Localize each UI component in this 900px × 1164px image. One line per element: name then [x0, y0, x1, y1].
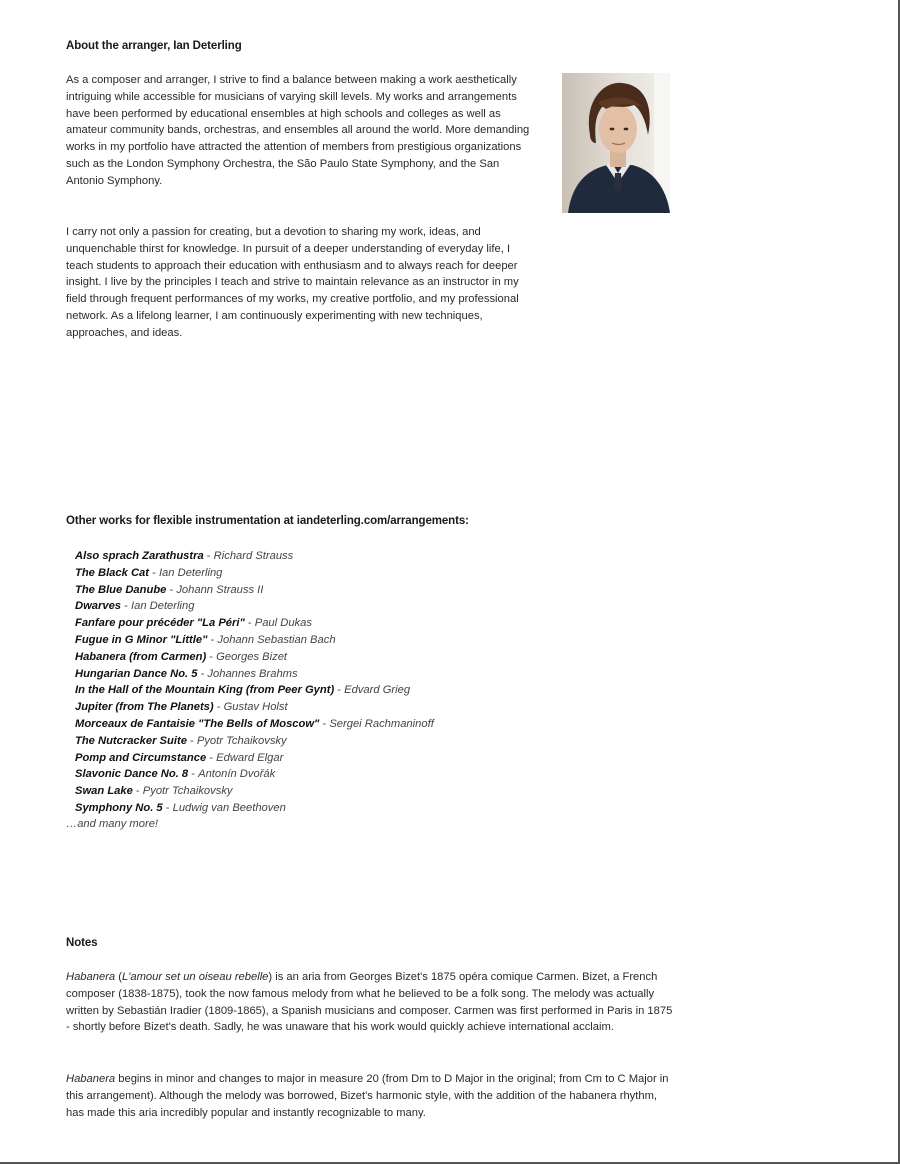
notes-p2-title: Habanera: [66, 1073, 116, 1085]
work-composer: Edward Elgar: [216, 751, 284, 764]
notes-paragraph-2: [66, 1071, 678, 1121]
work-title: Swan Lake: [75, 785, 133, 798]
work-title: The Nutcracker Suite: [75, 734, 187, 747]
work-title: Dwarves: [75, 600, 122, 613]
work-separator: -: [207, 633, 218, 646]
works-list-item: [75, 582, 434, 599]
notes-heading: Notes: [66, 937, 98, 949]
notes-p1-title: Habanera: [66, 971, 116, 983]
notes-p1-open: (: [115, 971, 122, 983]
arranger-photo: [562, 73, 670, 213]
work-composer: Sergei Rachmaninoff: [329, 717, 434, 730]
about-paragraph-1: As a composer and arranger, I strive to find a balance between making a work aesthetically intriguing while accessible for musicians of varying skill levels. My works and arrangements have been performed by educational ensembles at high schools and colleges as well as amateur community bands, orchestras, and ensembles all around the world. More demanding works in my portfolio have attracted the attention of members from prestigious organizations such as the London Symphony Orchestra, the São Paulo State Symphony, and the San Antonio Symphony.: [66, 74, 530, 187]
work-title: Habanera (from Carmen): [75, 650, 207, 663]
work-separator: -: [319, 717, 330, 730]
works-list-item: [75, 615, 434, 632]
works-list-item: [75, 565, 434, 582]
work-separator: -: [186, 734, 197, 747]
work-separator: -: [213, 701, 224, 714]
work-separator: -: [206, 751, 217, 764]
work-composer: Paul Dukas: [254, 617, 312, 630]
about-heading: About the arranger, Ian Deterling: [66, 40, 242, 52]
notes-p1-body: ) is an aria from Georges Bizet's 1875 opéra comique Carmen. Bizet, a French composer (1838-1875), took the now famous melody from what he believed to be a folk song. The melody was actually written by Sebastián Iradier (1809-1865), a Spanish musicians and composer. Carmen was first performed in Paris in 1875 - shortly before Bizet's death. Sadly, he was unaware that his work would quickly achieve international acclaim.: [66, 971, 673, 1034]
work-composer: Gustav Holst: [223, 701, 288, 714]
work-title: The Black Cat: [75, 566, 149, 579]
work-separator: -: [334, 684, 345, 697]
work-composer: Ludwig van Beethoven: [172, 801, 286, 814]
work-separator: -: [203, 550, 214, 562]
works-list-item: [75, 716, 434, 733]
work-separator: -: [132, 785, 143, 798]
work-composer: Georges Bizet: [216, 650, 288, 663]
works-list-item: [75, 733, 434, 750]
work-title: Symphony No. 5: [75, 801, 163, 814]
works-list-item: [75, 800, 434, 817]
work-separator: -: [149, 566, 159, 579]
about-paragraph-2: I carry not only a passion for creating, but a devotion to sharing my work, ideas, and unquenchable thirst for knowledge. In pursuit of a deeper understanding of everyday life, I teach students to approach their education with enthusiasm and to always reach for deeper insight. I live by the principles I teach and strive to maintain relevance as an instructor in my field through frequent performances of my works, my creative portfolio, and my professional network. As a lifelong learner, I am continuously experimenting with new techniques, approaches, and ideas.: [66, 226, 519, 339]
work-separator: -: [166, 583, 177, 596]
works-list-item: [75, 649, 434, 666]
work-separator: -: [188, 768, 199, 781]
works-list-item: [75, 548, 434, 565]
work-composer: Ian Deterling: [130, 600, 195, 613]
notes-paragraph-1: [66, 969, 676, 1036]
work-separator: -: [206, 650, 217, 663]
work-composer: Edvard Grieg: [344, 684, 411, 697]
works-list-item: [75, 598, 434, 615]
notes-p1-subtitle: L'amour set un oiseau rebelle: [121, 971, 269, 983]
more-works-note: …and many more!: [66, 818, 159, 830]
work-title: Slavonic Dance No. 8: [75, 768, 189, 781]
work-separator: -: [244, 617, 255, 630]
work-composer: Johann Strauss II: [176, 583, 264, 596]
works-list-item: [75, 682, 434, 699]
work-composer: Pyotr Tchaikovsky: [142, 785, 233, 798]
work-title: Fanfare pour précéder "La Péri": [75, 617, 245, 630]
work-title: Pomp and Circumstance: [75, 751, 207, 764]
work-composer: Antonín Dvořák: [198, 768, 276, 781]
works-list-item: [75, 632, 434, 649]
work-title: Jupiter (from The Planets): [75, 701, 214, 714]
work-separator: -: [121, 600, 131, 613]
work-separator: -: [162, 801, 173, 814]
notes-p2-body: begins in minor and changes to major in measure 20 (from Dm to D Major in the original; from Cm to C Major in this arrangement). Although the melody was borrowed, Bizet's harmonic style, with the addition of the habanera rhythm, has made this aria incredibly popular and instantly recognizable to many.: [66, 1073, 669, 1119]
works-list-item: [75, 699, 434, 716]
works-list-item: [75, 766, 434, 783]
works-list-item: [75, 666, 434, 683]
works-list-item: [75, 750, 434, 767]
work-composer: Pyotr Tchaikovsky: [196, 734, 287, 747]
work-title: In the Hall of the Mountain King (from Peer Gynt): [75, 684, 335, 697]
work-title: The Blue Danube: [75, 583, 167, 596]
work-title: Fugue in G Minor "Little": [75, 633, 208, 646]
works-heading: Other works for flexible instrumentation at iandeterling.com/arrangements:: [66, 515, 469, 527]
work-composer: Johann Sebastian Bach: [217, 633, 336, 646]
work-composer: Johannes Brahms: [207, 667, 298, 680]
work-composer: Ian Deterling: [158, 566, 223, 579]
arranger-portrait-image: [562, 73, 670, 213]
works-list-item: [75, 783, 434, 800]
work-title: Hungarian Dance No. 5: [75, 667, 198, 680]
work-separator: -: [197, 667, 208, 680]
work-title: Also sprach Zarathustra: [75, 550, 204, 562]
work-composer: Richard Strauss: [213, 550, 294, 562]
work-title: Morceaux de Fantaisie "The Bells of Moscow": [75, 717, 320, 730]
works-list: [75, 548, 434, 817]
